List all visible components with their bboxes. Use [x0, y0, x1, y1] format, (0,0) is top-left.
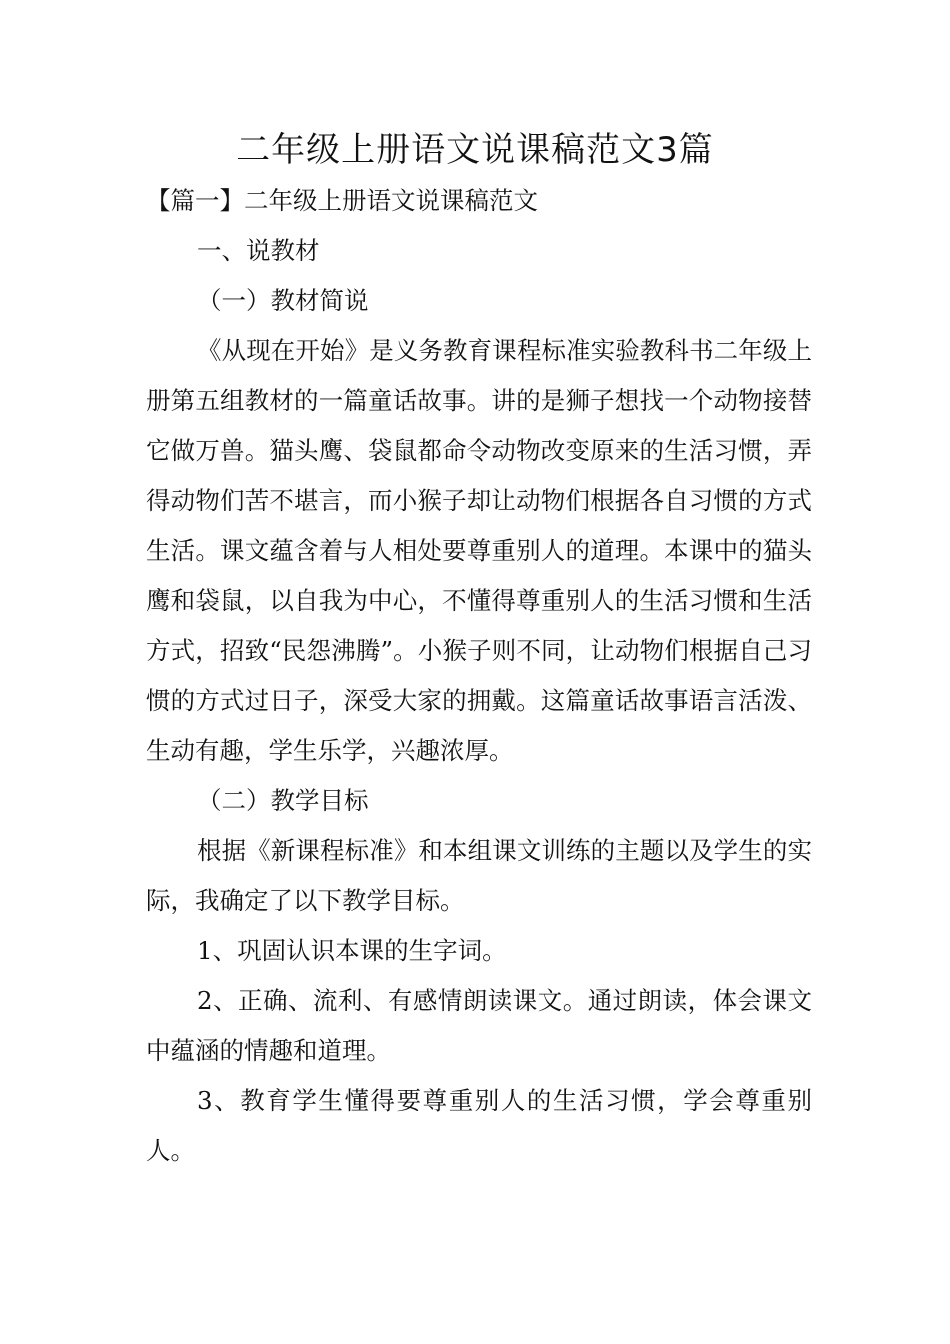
goal-item-2: 2、正确、流利、有感情朗读课文。通过朗读，体会课文中蕴涵的情趣和道理。: [146, 986, 812, 1065]
goal-item-3: 3、教育学生懂得要尊重别人的生活习惯，学会尊重别人。: [146, 1086, 812, 1165]
section-heading: 【篇一】二年级上册语文说课稿范文: [146, 186, 538, 215]
goal-item-1: 1、巩固认识本课的生字词。: [197, 936, 507, 965]
document-title: 二年级上册语文说课稿范文3篇: [236, 130, 714, 170]
paragraph-textbook-intro: 《从现在开始》是义务教育课程标准实验教科书二年级上册第五组教材的一篇童话故事。讲的是狮子想找一个动物接替它做万兽。猫头鹰、袋鼠都命令动物改变原来的生活习惯，弄得动物们苦不堪言，而小猴子却让动物们根据各自习惯的方式生活。课文蕴含着与人相处要尊重别人的道理。本课中的猫头鹰和袋鼠，以自我为中心，不懂得尊重别人的生活习惯和生活方式，招致“民怨沸腾”。小猴子则不同，让动物们根据自己习惯的方式过日子，深受大家的拥戴。这篇童话故事语言活泼、生动有趣，学生乐学，兴趣浓厚。: [146, 336, 812, 765]
sub-heading-teaching-goals: （二）教学目标: [197, 786, 369, 815]
part-heading: 一、说教材: [197, 236, 320, 265]
paragraph-teaching-goals: 根据《新课程标准》和本组课文训练的主题以及学生的实际，我确定了以下教学目标。: [146, 836, 812, 915]
sub-heading-textbook-intro: （一）教材简说: [197, 286, 369, 315]
document-body: [146, 176, 812, 1176]
